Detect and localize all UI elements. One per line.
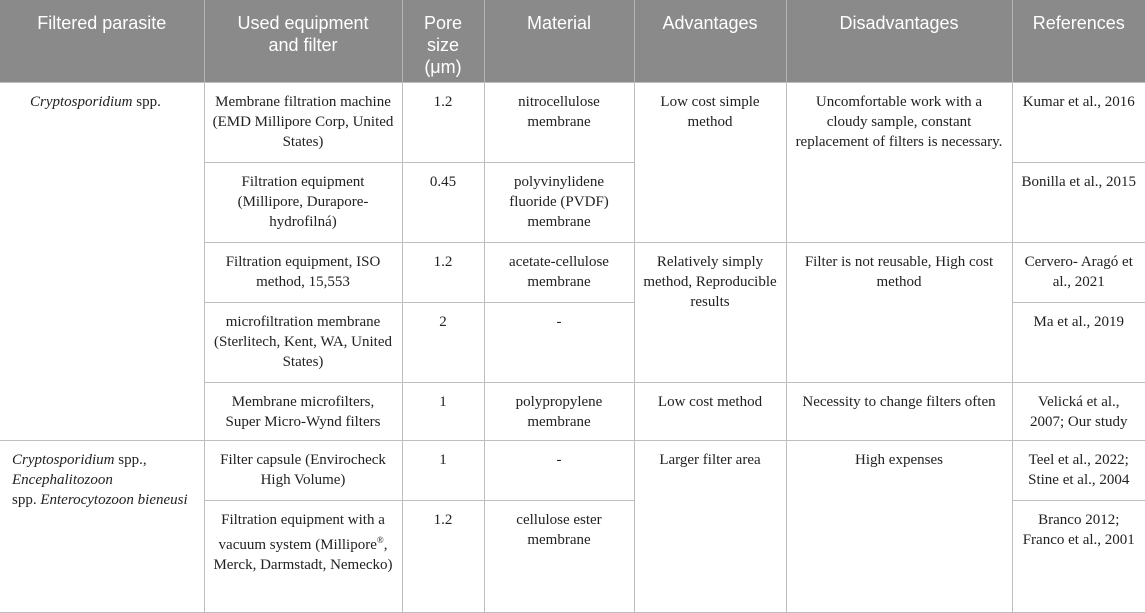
material-cell: polypropylene membrane — [484, 382, 634, 440]
parasite-genus: Cryptosporidium — [12, 451, 115, 468]
equipment-cell: Filtration equipment, ISO method, 15,553 — [204, 242, 402, 302]
equipment-text: Filtration equipment with a vacuum system (Millipore — [218, 511, 385, 553]
parasite-cell — [0, 440, 204, 612]
pore-size-cell: 1 — [402, 440, 484, 500]
pore-size-cell: 2 — [402, 302, 484, 382]
references-cell: Bonilla et al., 2015 — [1012, 162, 1145, 242]
pore-size-cell: 1.2 — [402, 82, 484, 162]
parasite-cell — [0, 82, 204, 440]
table-row — [0, 440, 1145, 500]
header-equipment-line2: and filter — [268, 35, 338, 55]
parasite-suffix: spp. — [12, 491, 41, 508]
equipment-cell: Filtration equipment (Millipore, Durapore-hydrofilná) — [204, 162, 402, 242]
references-cell: Teel et al., 2022; Stine et al., 2004 — [1012, 440, 1145, 500]
advantages-cell: Larger filter area — [634, 440, 786, 612]
pore-size-cell: 1 — [402, 382, 484, 440]
parasite-suffix: spp. — [132, 93, 161, 110]
disadvantages-cell: High expenses — [786, 440, 1012, 612]
material-cell: polyvinylidene fluoride (PVDF) membrane — [484, 162, 634, 242]
references-cell: Velická et al., 2007; Our study — [1012, 382, 1145, 440]
material-cell: - — [484, 302, 634, 382]
table-header-row — [0, 0, 1145, 82]
header-pore-line1: Pore — [423, 13, 463, 33]
advantages-cell: Relatively simply method, Reproducible results — [634, 242, 786, 382]
header-pore-size — [402, 0, 484, 82]
references-cell: Cervero- Aragó et al., 2021 — [1012, 242, 1145, 302]
header-disadvantages: Disadvantages — [786, 0, 1012, 82]
parasite-genus: Encephalitozoon — [12, 471, 113, 488]
header-material: Material — [484, 0, 634, 82]
header-references: References — [1012, 0, 1145, 82]
header-used-equipment — [204, 0, 402, 82]
references-cell: Branco 2012; Franco et al., 2001 — [1012, 500, 1145, 612]
equipment-cell: Membrane microfilters, Super Micro-Wynd filters — [204, 382, 402, 440]
parasite-species: Enterocytozoon bieneusi — [40, 491, 188, 508]
disadvantages-cell: Filter is not reusable, High cost method — [786, 242, 1012, 382]
pore-size-cell: 1.2 — [402, 500, 484, 612]
equipment-cell: Membrane filtration machine (EMD Millipore Corp, United States) — [204, 82, 402, 162]
disadvantages-cell: Necessity to change filters often — [786, 382, 1012, 440]
equipment-text: , Merck, Darmstadt, Nemecko) — [213, 536, 393, 573]
header-equipment-line1: Used equipment — [237, 13, 369, 33]
table-row — [0, 82, 1145, 162]
advantages-cell: Low cost simple method — [634, 82, 786, 242]
parasite-genus: Cryptosporidium — [30, 93, 133, 110]
header-advantages: Advantages — [634, 0, 786, 82]
equipment-cell — [204, 500, 402, 612]
material-cell: nitrocellulose membrane — [484, 82, 634, 162]
pore-size-cell: 1.2 — [402, 242, 484, 302]
material-cell: cellulose ester membrane — [484, 500, 634, 612]
header-pore-line2: size — [426, 35, 459, 55]
references-cell: Ma et al., 2019 — [1012, 302, 1145, 382]
material-cell: acetate-cellulose membrane — [484, 242, 634, 302]
equipment-cell: Filter capsule (Envirocheck High Volume) — [204, 440, 402, 500]
pore-size-cell: 0.45 — [402, 162, 484, 242]
equipment-cell: microfiltration membrane (Sterlitech, Kent, WA, United States) — [204, 302, 402, 382]
registered-mark: ® — [376, 534, 384, 545]
parasite-suffix: spp., — [114, 451, 147, 468]
header-pore-line3: (μm) — [424, 57, 462, 77]
material-cell: - — [484, 440, 634, 500]
advantages-cell: Low cost method — [634, 382, 786, 440]
disadvantages-cell: Uncomfortable work with a cloudy sample, constant replacement of filters is necessary. — [786, 82, 1012, 242]
references-cell: Kumar et al., 2016 — [1012, 82, 1145, 162]
header-filtered-parasite: Filtered parasite — [0, 0, 204, 82]
